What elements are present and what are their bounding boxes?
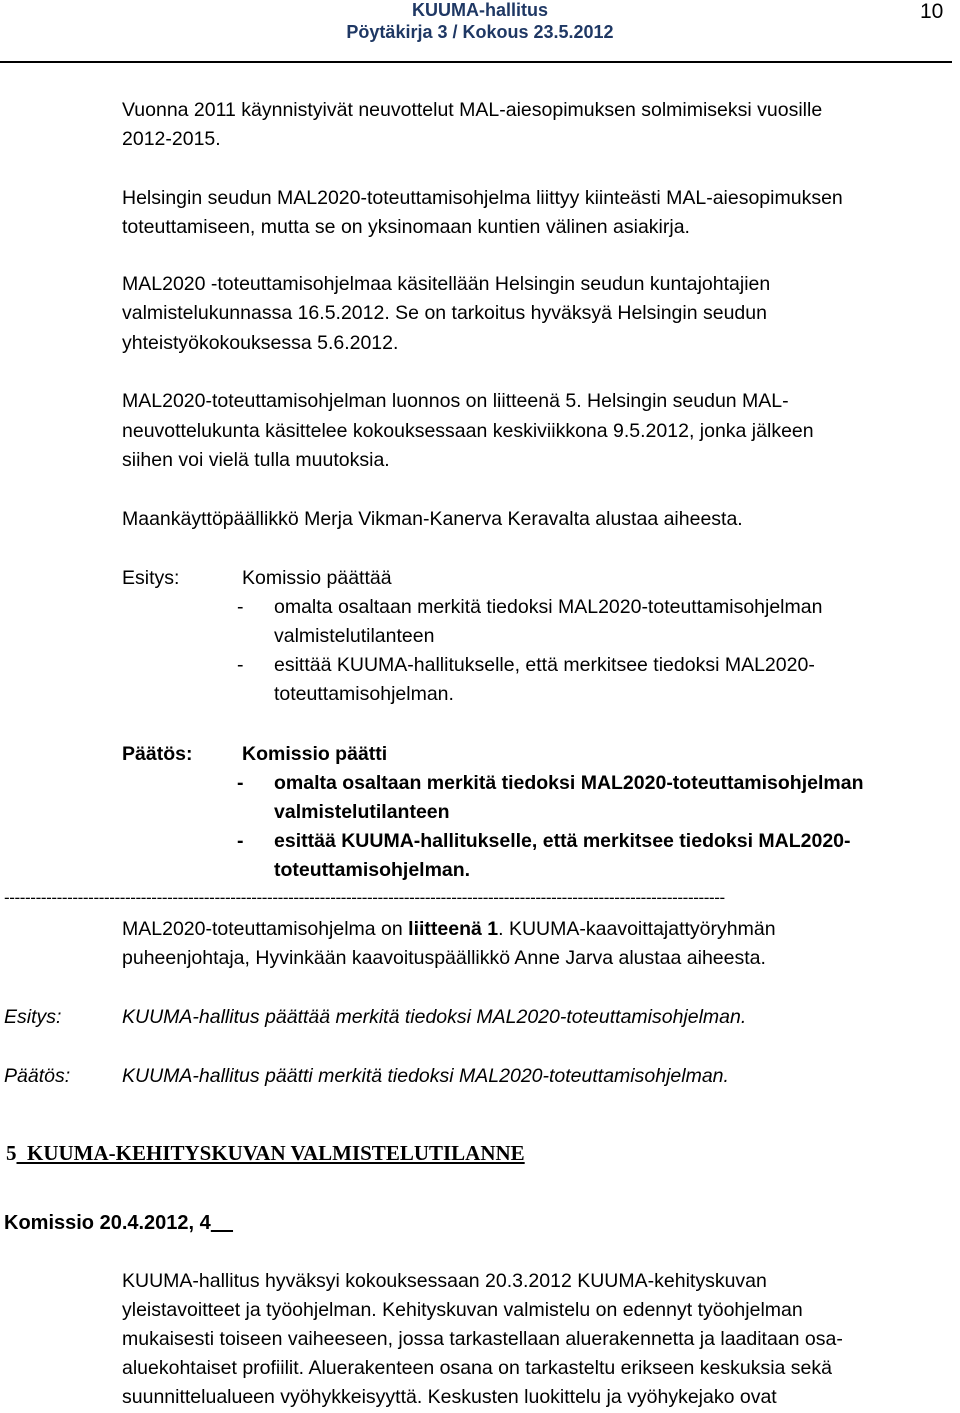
board-text: MAL2020-toteuttamisohjelma on: [122, 918, 409, 940]
commission-reference: [4, 1209, 233, 1238]
list-bullet: -: [237, 830, 244, 852]
list-bullet: -: [237, 654, 244, 676]
proposal-label: Esitys:: [122, 567, 180, 589]
decision-label: Päätös:: [122, 743, 193, 765]
paragraph-line: MAL2020 -toteuttamisohjelmaa käsitellään Helsingin seudun kuntajohtajien: [122, 273, 771, 295]
paragraph-line: neuvottelukunta käsittelee kokouksessaan keskiviikkona 9.5.2012, jonka jälkeen: [122, 420, 814, 442]
paragraph-line: 2012-2015.: [122, 128, 221, 150]
paragraph-line: siihen voi vielä tulla muutoksia.: [122, 449, 390, 471]
section-number: 5: [6, 1141, 17, 1165]
board-decision-label: Päätös:: [4, 1065, 71, 1087]
page-number: 10: [920, 0, 944, 23]
list-bullet: -: [237, 772, 244, 794]
attachment-ref: liitteenä 1: [408, 918, 499, 940]
section-paragraph-line: aluekohtaiset profiilit. Aluerakenteen osana on tarkasteltu erikseen keskuksia sekä: [122, 1357, 832, 1379]
paragraph-line: MAL2020-toteuttamisohjelman luonnos on liitteenä 5. Helsingin seudun MAL-: [122, 390, 789, 412]
board-text: . KUUMA-kaavoittajattyöryhmän: [498, 918, 776, 940]
paragraph-line: toteuttamiseen, mutta se on yksinomaan kuntien välinen asiakirja.: [122, 216, 690, 238]
decision-item-line: toteuttamisohjelman.: [274, 859, 471, 881]
paragraph-line: valmistelukunnassa 16.5.2012. Se on tarkoitus hyväksyä Helsingin seudun: [122, 302, 767, 324]
section-title: KUUMA-KEHITYSKUVAN VALMISTELUTILANNE: [27, 1141, 525, 1165]
proposal-item-line: omalta osaltaan merkitä tiedoksi MAL2020-toteuttamisohjelman: [274, 596, 823, 618]
proposal-intro: Komissio päättää: [242, 567, 392, 589]
header-org: KUUMA-hallitus: [412, 0, 548, 20]
board-decision-text: KUUMA-hallitus päätti merkitä tiedoksi MAL2020-toteuttamisohjelman.: [122, 1065, 729, 1087]
section-paragraph-line: suunnittelualueen vyöhykkeisyyttä. Keskusten luokittelu ja vyöhykejako ovat: [122, 1386, 777, 1408]
proposal-item-line: toteuttamisohjelman.: [274, 683, 454, 705]
paragraph-line: Helsingin seudun MAL2020-toteuttamisohjelma liittyy kiinteästi MAL-aiesopimuksen: [122, 187, 843, 209]
decision-item-line: omalta osaltaan merkitä tiedoksi MAL2020-toteuttamisohjelman: [274, 772, 864, 794]
header-meeting: Pöytäkirja 3 / Kokous 23.5.2012: [346, 22, 614, 42]
section-paragraph-line: mukaisesti toiseen vaiheeseen, jossa tarkastellaan aluerakennetta ja laaditaan osa-: [122, 1328, 843, 1350]
paragraph-line: yhteistyökokouksessa 5.6.2012.: [122, 332, 399, 354]
commission-reference-text: Komissio 20.4.2012, 4: [4, 1212, 211, 1234]
proposal-item-line: esittää KUUMA-hallitukselle, että merkitsee tiedoksi MAL2020-: [274, 654, 815, 676]
paragraph-line: Vuonna 2011 käynnistyivät neuvottelut MAL-aiesopimuksen solmimiseksi vuosille: [122, 99, 823, 121]
paragraph-line: Maankäyttöpäällikkö Merja Vikman-Kanerva Keravalta alustaa aiheesta.: [122, 508, 743, 530]
board-proposal-text: KUUMA-hallitus päättää merkitä tiedoksi MAL2020-toteuttamisohjelman.: [122, 1006, 747, 1028]
section-heading: [6, 1141, 525, 1166]
list-bullet: -: [237, 596, 244, 618]
board-paragraph-line: puheenjohtaja, Hyvinkään kaavoituspäällikkö Anne Jarva alustaa aiheesta.: [122, 947, 766, 969]
separator-line: -----------------------------------------------------------------------------------------------------------------------------------------: [4, 888, 725, 907]
header-divider: [0, 61, 952, 63]
decision-intro: Komissio päätti: [242, 743, 388, 765]
board-paragraph-line: [122, 915, 776, 944]
decision-item-line: esittää KUUMA-hallitukselle, että merkitsee tiedoksi MAL2020-: [274, 830, 851, 852]
board-proposal-label: Esitys:: [4, 1006, 62, 1028]
section-paragraph-line: KUUMA-hallitus hyväksyi kokouksessaan 20.3.2012 KUUMA-kehityskuvan: [122, 1270, 767, 1292]
section-paragraph-line: yleistavoitteet ja työohjelman. Kehityskuvan valmistelu on edennyt työohjelman: [122, 1299, 803, 1321]
proposal-item-line: valmistelutilanteen: [274, 625, 435, 647]
decision-item-line: valmistelutilanteen: [274, 801, 450, 823]
